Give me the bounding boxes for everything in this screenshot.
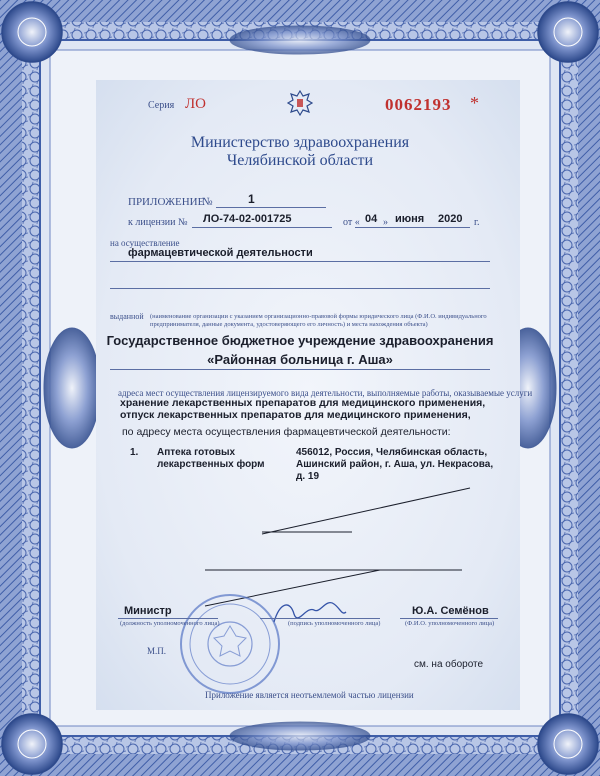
license-day: 04 xyxy=(365,213,378,225)
sign-hint: (подпись уполномоченного лица) xyxy=(288,620,381,627)
license-year: 2020 xyxy=(438,213,463,225)
official-seal-stamp xyxy=(178,592,282,696)
license-month: июня xyxy=(395,213,425,225)
activity-value: фармацевтической деятельности xyxy=(128,247,313,259)
sign-underline xyxy=(260,618,380,619)
license-quote-close: » xyxy=(383,217,388,228)
stamp-place-label: М.П. xyxy=(147,646,167,656)
works-label: адреса мест осуществления лицензируемого вида деятельности, выполняемые работы, оказываемые услуги xyxy=(118,388,533,398)
license-label: к лицензии xyxy=(128,217,176,228)
appendix-value: 1 xyxy=(248,192,255,206)
see-back-note: см. на обороте xyxy=(414,659,484,670)
license-number: ЛО-74-02-001725 xyxy=(203,213,292,225)
entry-pharmacy-name: Аптека готовых лекарственных форм xyxy=(157,447,265,470)
address-heading: по адресу места осуществления фармацевтической деятельности: xyxy=(122,426,451,438)
name-hint: (Ф.И.О. уполномоченного лица) xyxy=(405,620,495,627)
issued-hint: (наименование организации с указанием организационно-правовой формы юридического лица (Ф.И.О. индивидуального предпринимателя, данные документа, удостоверяющего его личность) и места нахождения объекта) xyxy=(150,313,487,328)
ministry-name-line1: Министерство здравоохранения xyxy=(190,134,410,151)
ministry-name-line2: Челябинской области xyxy=(226,152,374,169)
license-year-suffix: г. xyxy=(474,217,480,228)
works-line2: отпуск лекарственных препаратов для медицинского применения, xyxy=(120,409,471,421)
series-value: ЛО xyxy=(185,96,207,112)
license-num-sign: № xyxy=(178,217,188,228)
entry-number: 1. xyxy=(130,447,139,458)
footer-note: Приложение является неотъемлемой частью лицензии xyxy=(205,690,414,700)
org-name-line1: Государственное бюджетное учреждение здравоохранения xyxy=(106,333,494,348)
org-name-line2: «Районная больница г. Аша» xyxy=(207,352,393,367)
license-from-label: от « xyxy=(343,217,360,228)
appendix-num-sign: № xyxy=(202,196,213,208)
serial-star: * xyxy=(470,93,479,113)
position-hint: (должность уполномоченного лица) xyxy=(120,620,220,627)
series-label: Серия xyxy=(148,100,175,111)
serial-number: 0062193 xyxy=(385,95,452,114)
issued-label: выданной xyxy=(110,312,144,321)
activity-label: на осуществление xyxy=(110,238,180,248)
signatory-position: Министр xyxy=(124,605,172,617)
appendix-label: ПРИЛОЖЕНИЕ xyxy=(128,196,205,208)
works-line1: хранение лекарственных препаратов для медицинского применения, xyxy=(120,397,486,409)
name-underline xyxy=(400,618,498,619)
position-underline xyxy=(118,618,218,619)
signatory-name: Ю.А. Семёнов xyxy=(412,605,489,617)
entry-address: 456012, Россия, Челябинская область, Ашинский район, г. Аша, ул. Некрасова, д. 19 xyxy=(296,447,494,482)
